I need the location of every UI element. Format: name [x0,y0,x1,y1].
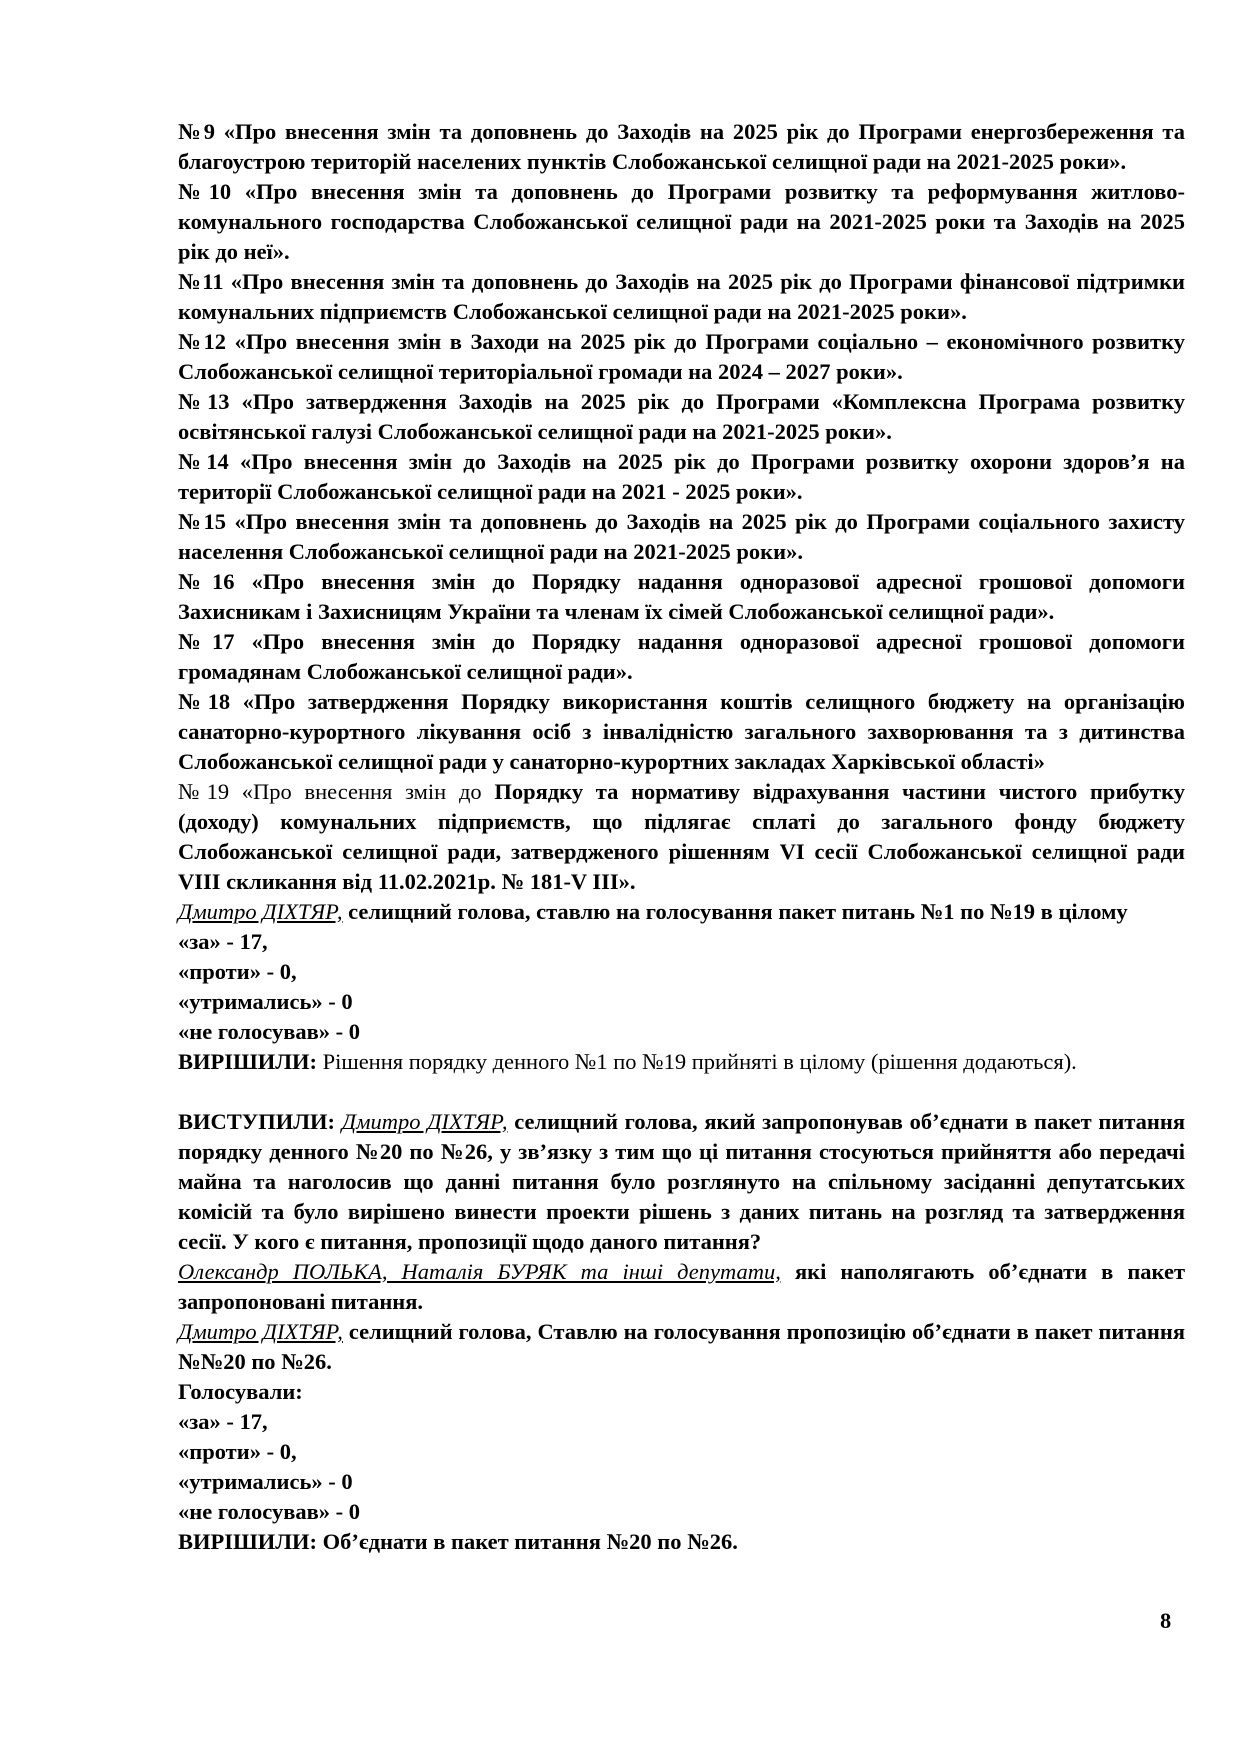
agenda-item-13: №13 «Про затвердження Заходів на 2025 рік до Програми «Комплексна Програма розвитку освітянської галузі Слобожанської селищної ради на 2021-2025 роки». [178,389,1185,444]
spoke-label: ВИСТУПИЛИ: [178,1109,336,1134]
vote-1-decision-text: Рішення порядку денного №1 по №19 прийняті в цілому (рішення додаються). [316,1049,1077,1074]
deputies-text: які наполягають об’єднати в пакет запропоновані питання. [178,1259,1185,1314]
agenda-item-15: №15 «Про внесення змін та доповнень до Заходів на 2025 рік до Програми соціального захисту населення Слобожанської селищної ради на 2021-2025 роки». [178,509,1185,564]
speech-paragraph [178,1107,1185,1257]
vote-2-for: «за» - 17, [178,1409,268,1434]
paragraph-gap [178,1077,1185,1107]
deputies-paragraph [178,1257,1185,1317]
vote-2-proposal [178,1317,1185,1377]
vote-1-against: «проти» - 0, [178,959,297,984]
agenda-item-10: №10 «Про внесення змін та доповнень до Програми розвитку та реформування житлово-комунального господарства Слобожанської селищної ради на 2021-2025 роки та Заходів на 2025 рік до неї». [178,179,1185,264]
vote-1-text: селищний голова, ставлю на голосування пакет питань №1 по №19 в цілому [342,899,1128,924]
decided-label: ВИРІШИЛИ: [178,1529,317,1554]
deputies-names: Олександр ПОЛЬКА, Наталія БУРЯК та інші депутати, [178,1259,781,1284]
agenda-item-19-prefix: №19 «Про внесення змін до [178,779,495,804]
speaker-name: Дмитро ДІХТЯР, [178,1319,343,1344]
agenda-item-9: №9 «Про внесення змін та доповнень до Заходів на 2025 рік до Програми енергозбереження та благоустрою територій населених пунктів Слобожанської селищної ради на 2021-2025 роки». [178,119,1185,174]
vote-2-decision-text: Об’єднати в пакет питання №20 по №26. [316,1529,738,1554]
agenda-item-14: №14 «Про внесення змін до Заходів на 2025 рік до Програми розвитку охорони здоров’я на території Слобожанської селищної ради на 2021 - 2025 роки». [178,449,1185,504]
vote-2-text: селищний голова, Ставлю на голосування пропозицію об’єднати в пакет питання №№20 по №26. [178,1319,1186,1374]
voted-label: Голосували: [178,1379,303,1404]
agenda-item-19 [178,777,1185,897]
speaker-name: Дмитро ДІХТЯР, [341,1109,508,1134]
agenda-item-17: №17 «Про внесення змін до Порядку надання одноразової адресної грошової допомоги громадянам Слобожанської селищної ради». [178,629,1185,684]
vote-2-decision [178,1527,1185,1557]
vote-1-decision [178,1047,1185,1077]
vote-2-not-voted: «не голосував» - 0 [178,1499,361,1524]
vote-1-not-voted: «не голосував» - 0 [178,1019,361,1044]
vote-1-proposal [178,897,1185,927]
agenda-item-11: №11 «Про внесення змін та доповнень до Заходів на 2025 рік до Програми фінансової підтримки комунальних підприємств Слобожанської селищної ради на 2021-2025 роки». [178,269,1185,324]
agenda-item-19-text: Порядку та нормативу відрахування частини чистого прибутку (доходу) комунальних підприємств, що підлягає сплаті до загального фонду бюджету Слобожанської селищної ради, затвердженого рішенням VI сесії Слобожанської селищної ради VIII скликання від 11.02.2021р. № 181-V ІІІ». [178,779,1185,894]
agenda-item-16: №16 «Про внесення змін до Порядку надання одноразової адресної грошової допомоги Захисникам і Захисницям України та членам їх сімей Слобожанської селищної ради». [178,569,1185,624]
vote-1-for: «за» - 17, [178,929,268,954]
vote-2-abstained: «утримались» - 0 [178,1469,353,1494]
page-number: 8 [1160,1608,1172,1633]
vote-1-abstained: «утримались» - 0 [178,989,353,1014]
agenda-item-12: №12 «Про внесення змін в Заходи на 2025 рік до Програми соціально – економічного розвитку Слобожанської селищної територіальної громади на 2024 – 2027 роки». [178,329,1185,384]
vote-2-against: «проти» - 0, [178,1439,297,1464]
document-body [178,117,1185,1557]
decided-label: ВИРІШИЛИ: [178,1049,317,1074]
agenda-item-18: №18 «Про затвердження Порядку використання коштів селищного бюджету на організацію санаторно-курортного лікування осіб з інвалідністю загального захворювання та з дитинства Слобожанської селищної ради у санаторно-курортних закладах Харківської області» [178,689,1185,774]
speaker-name: Дмитро ДІХТЯР, [178,899,343,924]
speech-text: селищний голова, який запропонував об’єднати в пакет питання порядку денного №20 по №26, у зв’язку з тим що ці питання стосуються прийняття або передачі майна та наголосив що данні питання було розглянуто на спільному засіданні депутатських комісій та було вирішено винести проекти рішень з даних питань на розгляд та затвердження сесії. У кого є питання, пропозиції щодо даного питання? [178,1109,1186,1254]
